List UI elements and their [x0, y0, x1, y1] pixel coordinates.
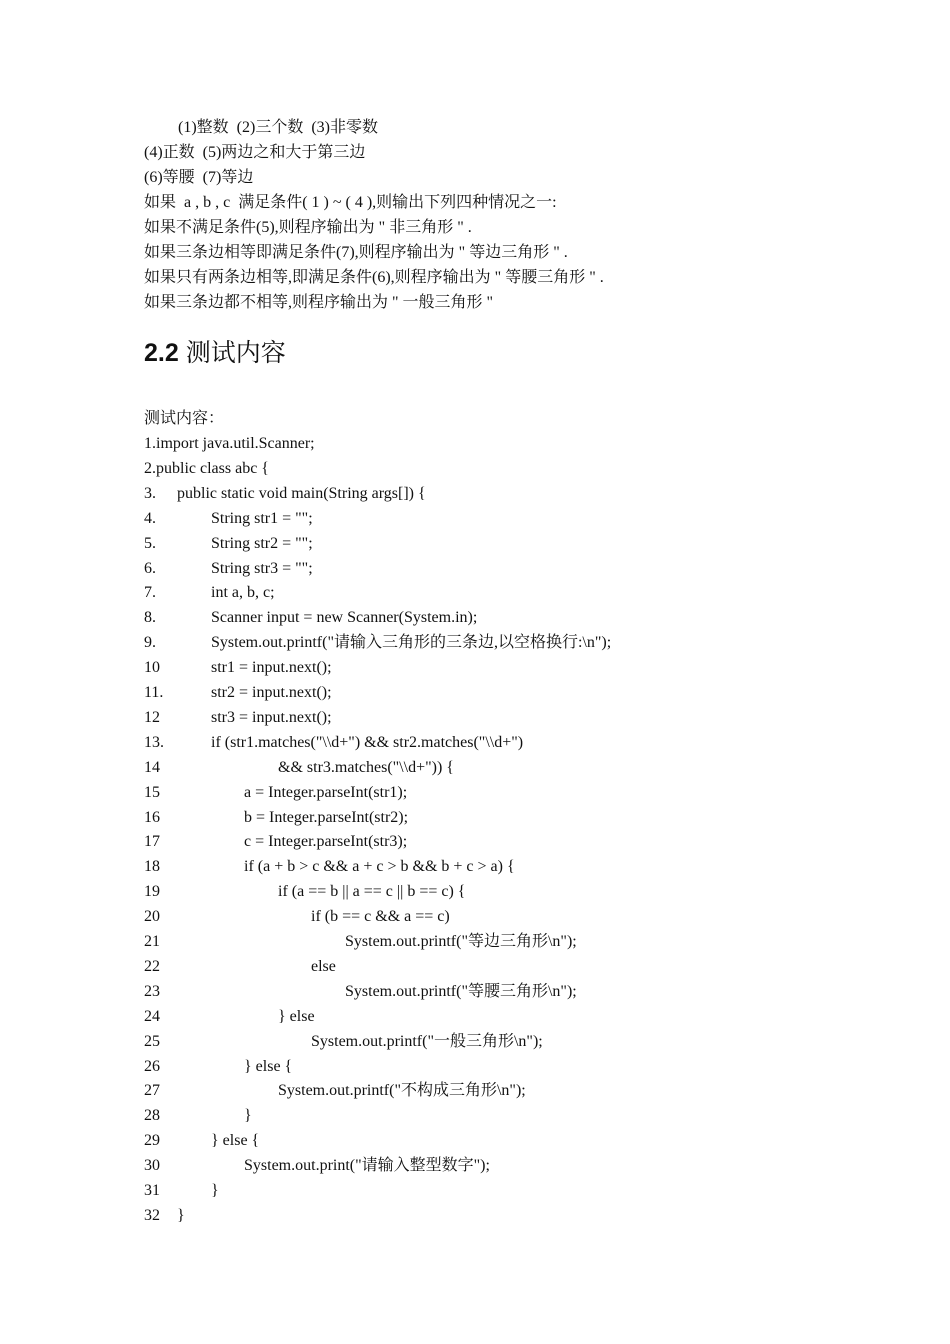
line-number: 6. [144, 560, 156, 577]
code-text: if (b == c && a == c) [311, 908, 450, 925]
code-text: System.out.printf("等边三角形\n"); [345, 933, 577, 950]
line-number: 14 [144, 759, 160, 776]
line-number: 32 [144, 1207, 160, 1224]
code-text: int a, b, c; [211, 584, 275, 601]
code-text: import java.util.Scanner; [156, 435, 315, 452]
line-number: 26 [144, 1058, 160, 1075]
line-number: 25 [144, 1033, 160, 1050]
rule-line: 如果只有两条边相等,即满足条件(6),则程序输出为 " 等腰三角形 " . [144, 269, 604, 286]
rule-line: 如果三条边相等即满足条件(7),则程序输出为 " 等边三角形 " . [144, 244, 568, 261]
code-text: else [311, 958, 336, 975]
line-number: 11. [144, 684, 164, 701]
condition-line: (6)等腰 (7)等边 [144, 169, 254, 186]
condition-line: (4)正数 (5)两边之和大于第三边 [144, 144, 366, 161]
line-number: 27 [144, 1082, 160, 1099]
line-number: 16 [144, 809, 160, 826]
code-text: a = Integer.parseInt(str1); [244, 784, 408, 801]
line-number: 24 [144, 1008, 160, 1025]
line-number: 1. [144, 435, 156, 452]
code-text: b = Integer.parseInt(str2); [244, 809, 409, 826]
code-text: System.out.printf("请输入三角形的三条边,以空格换行:\n"); [211, 634, 612, 651]
code-text: } else { [244, 1058, 293, 1075]
line-number: 7. [144, 584, 156, 601]
code-text: Scanner input = new Scanner(System.in); [211, 609, 478, 626]
line-number: 31 [144, 1182, 160, 1199]
line-number: 28 [144, 1107, 160, 1124]
line-number: 5. [144, 535, 156, 552]
code-text: String str1 = ""; [211, 510, 313, 527]
rule-line: 如果三条边都不相等,则程序输出为 " 一般三角形 " [144, 294, 494, 311]
line-number: 17 [144, 833, 160, 850]
condition-line: (1)整数 (2)三个数 (3)非零数 [178, 119, 378, 136]
code-text: str2 = input.next(); [211, 684, 332, 701]
line-number: 23 [144, 983, 160, 1000]
code-text: System.out.printf("不构成三角形\n"); [278, 1082, 526, 1099]
line-number: 12 [144, 709, 160, 726]
line-number: 4. [144, 510, 156, 527]
code-text: } [244, 1107, 252, 1124]
line-number: 9. [144, 634, 156, 651]
line-number: 2. [144, 460, 156, 477]
rule-line: 如果不满足条件(5),则程序输出为 " 非三角形 " . [144, 219, 472, 236]
code-text: System.out.printf("一般三角形\n"); [311, 1033, 543, 1050]
rule-line: 如果 a , b , c 满足条件( 1 ) ~ ( 4 ),则输出下列四种情况之一: [144, 194, 557, 211]
code-text: } [211, 1182, 219, 1199]
code-text: String str2 = ""; [211, 535, 313, 552]
code-text: str3 = input.next(); [211, 709, 332, 726]
code-text: System.out.printf("等腰三角形\n"); [345, 983, 577, 1000]
section-number: 2.2 [144, 339, 179, 367]
code-text: String str3 = ""; [211, 560, 313, 577]
line-number: 15 [144, 784, 160, 801]
code-text: System.out.print("请输入整型数字"); [244, 1157, 490, 1174]
line-number: 22 [144, 958, 160, 975]
line-number: 29 [144, 1132, 160, 1149]
code-text: if (a + b > c && a + c > b && b + c > a) { [244, 858, 515, 875]
code-text: public static void main(String args[]) { [177, 485, 426, 502]
line-number: 18 [144, 858, 160, 875]
code-text: c = Integer.parseInt(str3); [244, 833, 408, 850]
code-text: } else { [211, 1132, 260, 1149]
line-number: 3. [144, 485, 156, 502]
code-text: public class abc { [156, 460, 269, 477]
section-heading [144, 337, 286, 369]
code-text: } else [278, 1008, 315, 1025]
section-title: 测试内容 [185, 339, 286, 367]
line-number: 30 [144, 1157, 160, 1174]
line-number: 13. [144, 734, 164, 751]
code-text: && str3.matches("\\d+")) { [278, 759, 454, 776]
line-number: 21 [144, 933, 160, 950]
code-text: } [177, 1207, 185, 1224]
code-text: if (a == b || a == c || b == c) { [278, 883, 466, 900]
line-number: 19 [144, 883, 160, 900]
line-number: 10 [144, 659, 160, 676]
line-number: 20 [144, 908, 160, 925]
line-number: 8. [144, 609, 156, 626]
test-content-label: 测试内容： [144, 410, 225, 427]
code-text: str1 = input.next(); [211, 659, 332, 676]
code-text: if (str1.matches("\\d+") && str2.matches("\\d+") [211, 734, 524, 751]
